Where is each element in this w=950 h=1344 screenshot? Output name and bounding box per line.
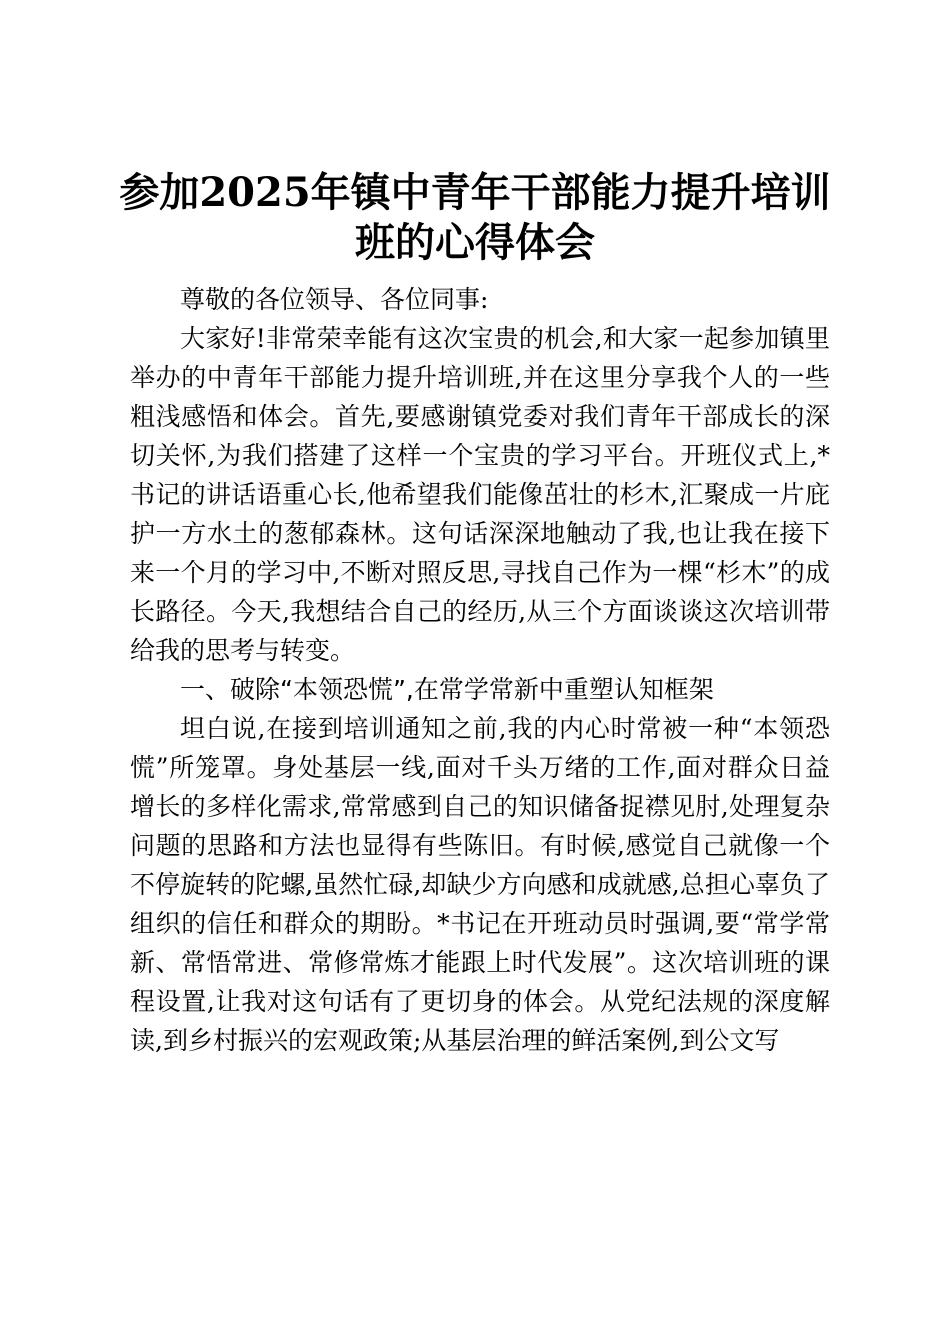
opening-paragraph: 大家好!非常荣幸能有这次宝贵的机会,和大家一起参加镇里举办的中青年干部能力提升培训班,并在这里分享我个人的一些粗浅感悟和体会。首先,要感谢镇党委对我们青年干部成长的深切关怀,为我们搭建了这样一个宝贵的学习平台。开班仪式上,*书记的讲话语重心长,他希望我们能像茁壮的杉木,汇聚成一片庇护一方水土的葱郁森林。这句话深深地触动了我,也让我在接下来一个月的学习中,不断对照反思,寻找自己作为一棵“杉木”的成长路径。今天,我想结合自己的经历,从三个方面谈谈这次培训带给我的思考与转变。 [130,324,830,665]
document-body [130,280,830,1060]
section-paragraph: 坦白说,在接到培训通知之前,我的内心时常被一种“本领恐慌”所笼罩。身处基层一线,面对千头万绪的工作,面对群众日益增长的多样化需求,常常感到自己的知识储备捉襟见肘,处理复杂问题的思路和方法也显得有些陈旧。有时候,感觉自己就像一个不停旋转的陀螺,虽然忙碌,却缺少方向感和成就感,总担心辜负了组织的信任和群众的期盼。*书记在开班动员时强调,要“常学常新、常悟常进、常修常炼才能跟上时代发展”。这次培训班的课程设置,让我对这句话有了更切身的体会。从党纪法规的深度解读,到乡村振兴的宏观政策;从基层治理的鲜活案例,到公文写 [130,714,830,1055]
salutation: 尊敬的各位领导、各位同事: [180,285,489,314]
document-title: 参加2025年镇中青年干部能力提升培训班的心得体会 [119,169,831,266]
section-heading: 一、破除“本领恐慌”,在常学常新中重塑认知框架 [180,675,714,704]
